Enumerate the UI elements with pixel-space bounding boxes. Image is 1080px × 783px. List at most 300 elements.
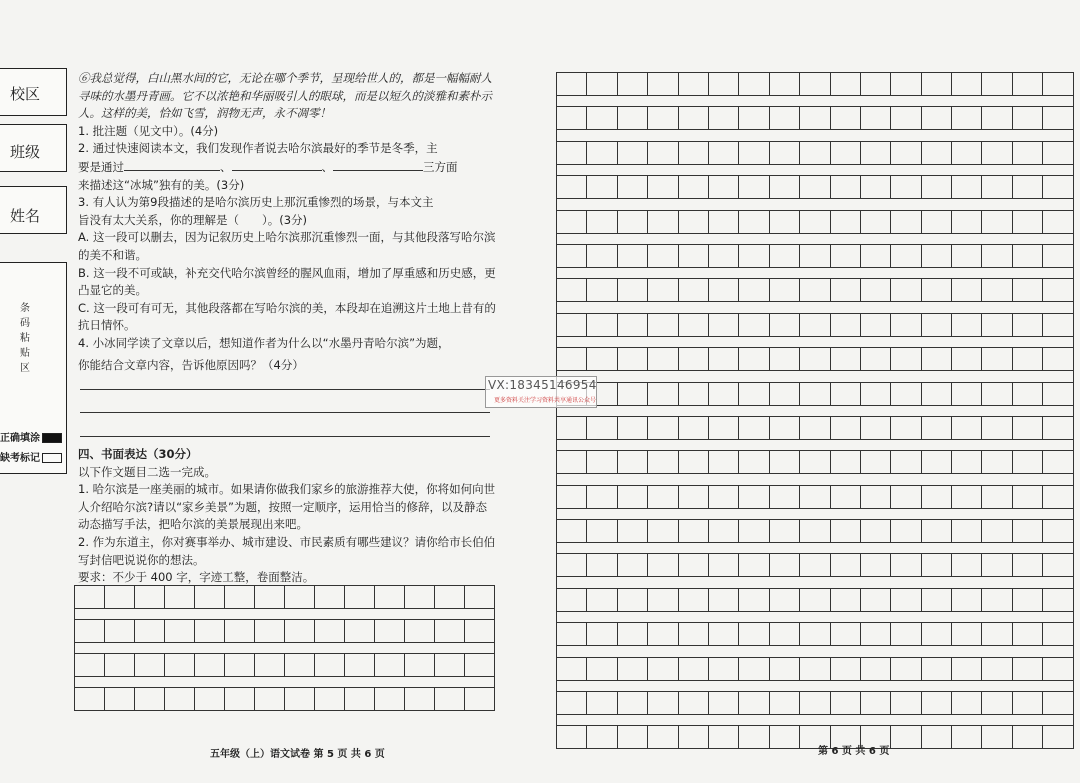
grid-cell[interactable] — [800, 692, 830, 715]
grid-cell[interactable] — [952, 485, 982, 508]
grid-cell[interactable] — [769, 176, 799, 199]
grid-cell[interactable] — [617, 382, 647, 405]
grid-cell[interactable] — [769, 623, 799, 646]
grid-cell[interactable] — [587, 416, 617, 439]
grid-cell[interactable] — [557, 348, 587, 371]
grid-cell[interactable] — [1012, 657, 1042, 680]
grid-cell[interactable] — [921, 416, 951, 439]
grid-cell[interactable] — [617, 726, 647, 749]
grid-cell[interactable] — [739, 313, 769, 336]
grid-cell[interactable] — [225, 654, 255, 677]
grid-cell[interactable] — [678, 692, 708, 715]
grid-cell[interactable] — [648, 623, 678, 646]
grid-cell[interactable] — [315, 688, 345, 711]
grid-cell[interactable] — [769, 141, 799, 164]
grid-cell[interactable] — [1012, 210, 1042, 233]
grid-cell[interactable] — [1043, 520, 1073, 543]
grid-cell[interactable] — [952, 279, 982, 302]
grid-cell[interactable] — [648, 210, 678, 233]
grid-cell[interactable] — [345, 654, 375, 677]
grid-cell[interactable] — [921, 141, 951, 164]
grid-cell[interactable] — [678, 210, 708, 233]
grid-cell[interactable] — [769, 382, 799, 405]
grid-cell[interactable] — [135, 688, 165, 711]
grid-cell[interactable] — [435, 654, 465, 677]
grid-cell[interactable] — [617, 451, 647, 474]
grid-cell[interactable] — [617, 520, 647, 543]
grid-cell[interactable] — [891, 107, 921, 130]
grid-cell[interactable] — [860, 348, 890, 371]
grid-cell[interactable] — [800, 73, 830, 96]
grid-cell[interactable] — [1043, 588, 1073, 611]
grid-cell[interactable] — [982, 726, 1012, 749]
grid-cell[interactable] — [708, 279, 738, 302]
grid-cell[interactable] — [769, 588, 799, 611]
grid-cell[interactable] — [1043, 107, 1073, 130]
grid-cell[interactable] — [195, 654, 225, 677]
grid-cell[interactable] — [617, 141, 647, 164]
grid-cell[interactable] — [678, 623, 708, 646]
grid-cell[interactable] — [587, 176, 617, 199]
grid-cell[interactable] — [1043, 554, 1073, 577]
grid-cell[interactable] — [952, 176, 982, 199]
grid-cell[interactable] — [891, 73, 921, 96]
grid-cell[interactable] — [75, 688, 105, 711]
grid-cell[interactable] — [1012, 313, 1042, 336]
grid-cell[interactable] — [587, 485, 617, 508]
grid-cell[interactable] — [830, 623, 860, 646]
grid-cell[interactable] — [587, 726, 617, 749]
grid-cell[interactable] — [648, 141, 678, 164]
grid-cell[interactable] — [830, 657, 860, 680]
grid-cell[interactable] — [678, 657, 708, 680]
grid-cell[interactable] — [952, 73, 982, 96]
grid-cell[interactable] — [617, 279, 647, 302]
grid-cell[interactable] — [800, 176, 830, 199]
grid-cell[interactable] — [800, 210, 830, 233]
grid-cell[interactable] — [678, 107, 708, 130]
answer-line-3[interactable] — [80, 436, 490, 437]
grid-cell[interactable] — [135, 654, 165, 677]
grid-cell[interactable] — [891, 726, 921, 749]
grid-cell[interactable] — [648, 244, 678, 267]
grid-cell[interactable] — [587, 520, 617, 543]
grid-cell[interactable] — [1012, 520, 1042, 543]
grid-cell[interactable] — [769, 485, 799, 508]
grid-cell[interactable] — [617, 588, 647, 611]
grid-cell[interactable] — [708, 726, 738, 749]
grid-cell[interactable] — [617, 657, 647, 680]
grid-cell[interactable] — [1043, 416, 1073, 439]
grid-cell[interactable] — [769, 451, 799, 474]
grid-cell[interactable] — [769, 313, 799, 336]
grid-cell[interactable] — [921, 451, 951, 474]
grid-cell[interactable] — [708, 73, 738, 96]
grid-cell[interactable] — [315, 586, 345, 609]
grid-cell[interactable] — [800, 416, 830, 439]
grid-cell[interactable] — [860, 176, 890, 199]
grid-cell[interactable] — [405, 586, 435, 609]
grid-cell[interactable] — [617, 416, 647, 439]
grid-cell[interactable] — [195, 586, 225, 609]
grid-cell[interactable] — [285, 654, 315, 677]
grid-cell[interactable] — [678, 73, 708, 96]
grid-cell[interactable] — [891, 141, 921, 164]
grid-cell[interactable] — [952, 382, 982, 405]
grid-cell[interactable] — [800, 244, 830, 267]
grid-cell[interactable] — [982, 244, 1012, 267]
grid-cell[interactable] — [1043, 313, 1073, 336]
grid-cell[interactable] — [921, 520, 951, 543]
grid-cell[interactable] — [557, 588, 587, 611]
grid-cell[interactable] — [708, 623, 738, 646]
grid-cell[interactable] — [921, 485, 951, 508]
grid-cell[interactable] — [75, 620, 105, 643]
grid-cell[interactable] — [708, 657, 738, 680]
grid-cell[interactable] — [617, 485, 647, 508]
grid-cell[interactable] — [739, 107, 769, 130]
grid-cell[interactable] — [678, 244, 708, 267]
grid-cell[interactable] — [830, 554, 860, 577]
grid-cell[interactable] — [800, 623, 830, 646]
grid-cell[interactable] — [739, 73, 769, 96]
grid-cell[interactable] — [1043, 73, 1073, 96]
grid-cell[interactable] — [952, 348, 982, 371]
grid-cell[interactable] — [1012, 107, 1042, 130]
grid-cell[interactable] — [1043, 692, 1073, 715]
grid-cell[interactable] — [587, 107, 617, 130]
grid-cell[interactable] — [739, 623, 769, 646]
grid-cell[interactable] — [769, 657, 799, 680]
grid-cell[interactable] — [952, 210, 982, 233]
grid-cell[interactable] — [708, 313, 738, 336]
grid-cell[interactable] — [739, 176, 769, 199]
grid-cell[interactable] — [1043, 451, 1073, 474]
grid-cell[interactable] — [830, 107, 860, 130]
grid-cell[interactable] — [557, 623, 587, 646]
grid-cell[interactable] — [1043, 279, 1073, 302]
grid-cell[interactable] — [921, 348, 951, 371]
grid-cell[interactable] — [587, 451, 617, 474]
grid-cell[interactable] — [830, 279, 860, 302]
grid-cell[interactable] — [860, 588, 890, 611]
grid-cell[interactable] — [982, 416, 1012, 439]
grid-cell[interactable] — [708, 176, 738, 199]
grid-cell[interactable] — [678, 313, 708, 336]
grid-cell[interactable] — [800, 382, 830, 405]
grid-cell[interactable] — [982, 176, 1012, 199]
grid-cell[interactable] — [587, 210, 617, 233]
grid-cell[interactable] — [860, 73, 890, 96]
grid-cell[interactable] — [830, 210, 860, 233]
grid-cell[interactable] — [1012, 279, 1042, 302]
grid-cell[interactable] — [921, 73, 951, 96]
grid-cell[interactable] — [1043, 176, 1073, 199]
grid-cell[interactable] — [557, 73, 587, 96]
grid-cell[interactable] — [1043, 657, 1073, 680]
grid-cell[interactable] — [860, 313, 890, 336]
grid-cell[interactable] — [830, 692, 860, 715]
grid-cell[interactable] — [982, 313, 1012, 336]
grid-cell[interactable] — [739, 279, 769, 302]
answer-blank-1[interactable] — [124, 158, 220, 171]
grid-cell[interactable] — [739, 657, 769, 680]
grid-cell[interactable] — [557, 485, 587, 508]
grid-cell[interactable] — [952, 244, 982, 267]
grid-cell[interactable] — [739, 692, 769, 715]
grid-cell[interactable] — [769, 520, 799, 543]
grid-cell[interactable] — [860, 279, 890, 302]
grid-cell[interactable] — [255, 688, 285, 711]
grid-cell[interactable] — [648, 657, 678, 680]
grid-cell[interactable] — [921, 107, 951, 130]
grid-cell[interactable] — [587, 313, 617, 336]
grid-cell[interactable] — [860, 141, 890, 164]
grid-cell[interactable] — [557, 416, 587, 439]
grid-cell[interactable] — [708, 588, 738, 611]
grid-cell[interactable] — [982, 73, 1012, 96]
grid-cell[interactable] — [405, 654, 435, 677]
grid-cell[interactable] — [921, 176, 951, 199]
grid-cell[interactable] — [165, 586, 195, 609]
grid-cell[interactable] — [648, 176, 678, 199]
grid-cell[interactable] — [860, 210, 890, 233]
grid-cell[interactable] — [1012, 588, 1042, 611]
grid-cell[interactable] — [739, 520, 769, 543]
grid-cell[interactable] — [557, 726, 587, 749]
grid-cell[interactable] — [465, 620, 495, 643]
grid-cell[interactable] — [708, 210, 738, 233]
grid-cell[interactable] — [165, 688, 195, 711]
grid-cell[interactable] — [1012, 726, 1042, 749]
grid-cell[interactable] — [557, 313, 587, 336]
grid-cell[interactable] — [587, 348, 617, 371]
grid-cell[interactable] — [769, 244, 799, 267]
grid-cell[interactable] — [800, 313, 830, 336]
grid-cell[interactable] — [739, 451, 769, 474]
grid-cell[interactable] — [921, 692, 951, 715]
grid-cell[interactable] — [891, 588, 921, 611]
grid-cell[interactable] — [1012, 73, 1042, 96]
grid-cell[interactable] — [678, 554, 708, 577]
grid-cell[interactable] — [255, 586, 285, 609]
grid-cell[interactable] — [891, 554, 921, 577]
grid-cell[interactable] — [225, 620, 255, 643]
grid-cell[interactable] — [921, 623, 951, 646]
grid-cell[interactable] — [135, 620, 165, 643]
grid-cell[interactable] — [800, 657, 830, 680]
grid-cell[interactable] — [1043, 485, 1073, 508]
grid-cell[interactable] — [921, 554, 951, 577]
grid-cell[interactable] — [435, 688, 465, 711]
grid-cell[interactable] — [1012, 623, 1042, 646]
grid-cell[interactable] — [648, 279, 678, 302]
grid-cell[interactable] — [769, 107, 799, 130]
grid-cell[interactable] — [891, 451, 921, 474]
grid-cell[interactable] — [617, 313, 647, 336]
grid-cell[interactable] — [800, 554, 830, 577]
grid-cell[interactable] — [587, 623, 617, 646]
grid-cell[interactable] — [678, 176, 708, 199]
grid-cell[interactable] — [1012, 692, 1042, 715]
grid-cell[interactable] — [830, 141, 860, 164]
grid-cell[interactable] — [921, 657, 951, 680]
grid-cell[interactable] — [648, 520, 678, 543]
grid-cell[interactable] — [982, 382, 1012, 405]
grid-cell[interactable] — [769, 692, 799, 715]
grid-cell[interactable] — [1012, 485, 1042, 508]
grid-cell[interactable] — [708, 416, 738, 439]
grid-cell[interactable] — [800, 485, 830, 508]
grid-cell[interactable] — [830, 176, 860, 199]
grid-cell[interactable] — [739, 210, 769, 233]
grid-cell[interactable] — [952, 588, 982, 611]
grid-cell[interactable] — [225, 688, 255, 711]
grid-cell[interactable] — [830, 313, 860, 336]
grid-cell[interactable] — [465, 586, 495, 609]
grid-cell[interactable] — [982, 348, 1012, 371]
grid-cell[interactable] — [617, 73, 647, 96]
grid-cell[interactable] — [800, 348, 830, 371]
grid-cell[interactable] — [800, 107, 830, 130]
grid-cell[interactable] — [557, 692, 587, 715]
grid-cell[interactable] — [921, 726, 951, 749]
grid-cell[interactable] — [952, 623, 982, 646]
grid-cell[interactable] — [739, 348, 769, 371]
grid-cell[interactable] — [1012, 451, 1042, 474]
grid-cell[interactable] — [982, 107, 1012, 130]
grid-cell[interactable] — [195, 688, 225, 711]
grid-cell[interactable] — [255, 654, 285, 677]
grid-cell[interactable] — [587, 657, 617, 680]
grid-cell[interactable] — [465, 688, 495, 711]
grid-cell[interactable] — [921, 210, 951, 233]
grid-cell[interactable] — [982, 451, 1012, 474]
grid-cell[interactable] — [769, 73, 799, 96]
grid-cell[interactable] — [860, 451, 890, 474]
grid-cell[interactable] — [648, 107, 678, 130]
grid-cell[interactable] — [739, 485, 769, 508]
grid-cell[interactable] — [648, 451, 678, 474]
grid-cell[interactable] — [678, 348, 708, 371]
grid-cell[interactable] — [557, 107, 587, 130]
answer-line-1[interactable] — [80, 389, 490, 390]
grid-cell[interactable] — [708, 141, 738, 164]
grid-cell[interactable] — [648, 313, 678, 336]
grid-cell[interactable] — [678, 416, 708, 439]
grid-cell[interactable] — [860, 107, 890, 130]
grid-cell[interactable] — [285, 620, 315, 643]
grid-cell[interactable] — [891, 279, 921, 302]
grid-cell[interactable] — [375, 654, 405, 677]
grid-cell[interactable] — [557, 279, 587, 302]
grid-cell[interactable] — [830, 416, 860, 439]
grid-cell[interactable] — [1043, 382, 1073, 405]
grid-cell[interactable] — [1043, 726, 1073, 749]
grid-cell[interactable] — [982, 520, 1012, 543]
grid-cell[interactable] — [952, 451, 982, 474]
grid-cell[interactable] — [952, 657, 982, 680]
grid-cell[interactable] — [557, 657, 587, 680]
grid-cell[interactable] — [891, 657, 921, 680]
grid-cell[interactable] — [891, 210, 921, 233]
grid-cell[interactable] — [952, 416, 982, 439]
grid-cell[interactable] — [105, 688, 135, 711]
grid-cell[interactable] — [891, 623, 921, 646]
grid-cell[interactable] — [830, 244, 860, 267]
grid-cell[interactable] — [921, 279, 951, 302]
grid-cell[interactable] — [800, 588, 830, 611]
grid-cell[interactable] — [952, 726, 982, 749]
grid-cell[interactable] — [105, 620, 135, 643]
grid-cell[interactable] — [435, 620, 465, 643]
grid-cell[interactable] — [952, 141, 982, 164]
grid-cell[interactable] — [678, 279, 708, 302]
grid-cell[interactable] — [195, 620, 225, 643]
grid-cell[interactable] — [405, 688, 435, 711]
grid-cell[interactable] — [708, 554, 738, 577]
grid-cell[interactable] — [769, 416, 799, 439]
grid-cell[interactable] — [285, 586, 315, 609]
grid-cell[interactable] — [315, 620, 345, 643]
grid-cell[interactable] — [557, 141, 587, 164]
grid-cell[interactable] — [952, 554, 982, 577]
grid-cell[interactable] — [891, 692, 921, 715]
grid-cell[interactable] — [165, 654, 195, 677]
grid-cell[interactable] — [648, 726, 678, 749]
grid-cell[interactable] — [587, 279, 617, 302]
grid-cell[interactable] — [1012, 416, 1042, 439]
grid-cell[interactable] — [708, 692, 738, 715]
grid-cell[interactable] — [617, 692, 647, 715]
grid-cell[interactable] — [587, 73, 617, 96]
grid-cell[interactable] — [1012, 382, 1042, 405]
grid-cell[interactable] — [678, 141, 708, 164]
grid-cell[interactable] — [860, 692, 890, 715]
grid-cell[interactable] — [982, 657, 1012, 680]
grid-cell[interactable] — [860, 623, 890, 646]
grid-cell[interactable] — [345, 688, 375, 711]
grid-cell[interactable] — [1043, 141, 1073, 164]
grid-cell[interactable] — [860, 554, 890, 577]
grid-cell[interactable] — [982, 692, 1012, 715]
grid-cell[interactable] — [225, 586, 255, 609]
grid-cell[interactable] — [830, 382, 860, 405]
grid-cell[interactable] — [435, 586, 465, 609]
grid-cell[interactable] — [617, 176, 647, 199]
grid-cell[interactable] — [708, 451, 738, 474]
grid-cell[interactable] — [921, 588, 951, 611]
grid-cell[interactable] — [739, 382, 769, 405]
grid-cell[interactable] — [1043, 623, 1073, 646]
grid-cell[interactable] — [891, 382, 921, 405]
grid-cell[interactable] — [465, 654, 495, 677]
grid-cell[interactable] — [1012, 176, 1042, 199]
grid-cell[interactable] — [557, 520, 587, 543]
grid-cell[interactable] — [830, 485, 860, 508]
grid-cell[interactable] — [75, 586, 105, 609]
grid-cell[interactable] — [557, 176, 587, 199]
grid-cell[interactable] — [617, 623, 647, 646]
grid-cell[interactable] — [769, 726, 799, 749]
grid-cell[interactable] — [860, 416, 890, 439]
grid-cell[interactable] — [105, 586, 135, 609]
grid-cell[interactable] — [982, 210, 1012, 233]
grid-cell[interactable] — [617, 107, 647, 130]
grid-cell[interactable] — [1012, 554, 1042, 577]
grid-cell[interactable] — [678, 451, 708, 474]
grid-cell[interactable] — [648, 485, 678, 508]
